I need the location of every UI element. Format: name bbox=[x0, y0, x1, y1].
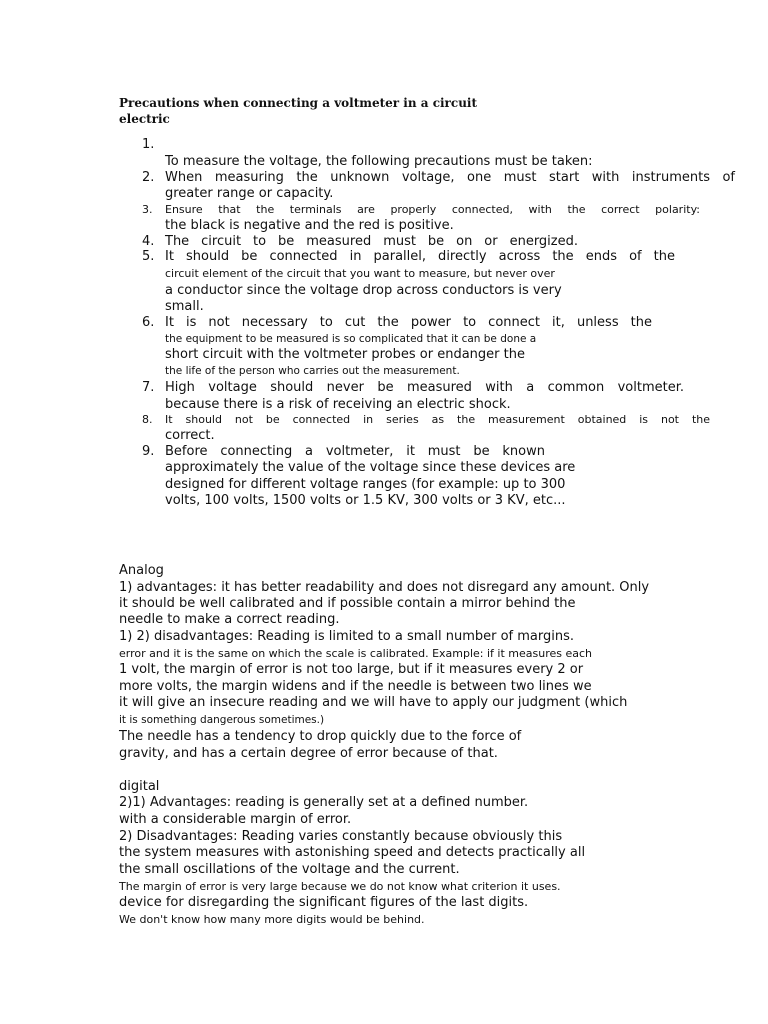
title-line-1: Precautions when connecting a voltmeter in a circuit bbox=[119, 96, 478, 110]
list-number: 7. bbox=[142, 380, 155, 395]
list-line: volts, 100 volts, 1500 volts or 1.5 KV, 300 volts or 3 KV, etc... bbox=[165, 493, 566, 508]
paragraph-line: needle to make a correct reading. bbox=[119, 612, 340, 627]
paragraph-line: 2)1) Advantages: reading is generally set at a defined number. bbox=[119, 795, 529, 810]
list-number: 1. bbox=[142, 137, 155, 152]
paragraph-line: 1) 2) disadvantages: Reading is limited to a small number of margins. bbox=[119, 629, 575, 644]
paragraph-line: it is something dangerous sometimes.) bbox=[119, 714, 325, 726]
paragraph-line: The needle has a tendency to drop quickly due to the force of bbox=[119, 729, 522, 744]
list-line: Before connecting a voltmeter, it must be known bbox=[165, 444, 545, 459]
list-line: greater range or capacity. bbox=[165, 186, 334, 201]
list-line: because there is a risk of receiving an electric shock. bbox=[165, 397, 511, 412]
section-heading-digital: digital bbox=[119, 779, 160, 794]
list-line: It is not necessary to cut the power to connect it, unless the bbox=[165, 315, 652, 330]
paragraph-line: 2) Disadvantages: Reading varies constantly because obviously this bbox=[119, 829, 563, 844]
list-line: small. bbox=[165, 299, 204, 314]
paragraph-line: the system measures with astonishing speed and detects practically all bbox=[119, 845, 586, 860]
paragraph-line: it should be well calibrated and if possible contain a mirror behind the bbox=[119, 596, 576, 611]
list-line: short circuit with the voltmeter probes or endanger the bbox=[165, 347, 525, 362]
list-line: When measuring the unknown voltage, one must start with instruments of bbox=[165, 170, 735, 185]
list-line: the black is negative and the red is positive. bbox=[165, 218, 454, 233]
paragraph-line: The margin of error is very large because we do not know what criterion it uses. bbox=[119, 880, 561, 893]
paragraph-line: the small oscillations of the voltage and the current. bbox=[119, 862, 460, 877]
paragraph-line: gravity, and has a certain degree of error because of that. bbox=[119, 746, 498, 761]
list-number: 5. bbox=[142, 249, 155, 264]
paragraph-line: 1) advantages: it has better readability and does not disregard any amount. Only bbox=[119, 580, 650, 595]
paragraph-line: more volts, the margin widens and if the needle is between two lines we bbox=[119, 679, 592, 694]
section-heading-analog: Analog bbox=[119, 563, 164, 578]
list-line: It should not be connected in series as the measurement obtained is not the bbox=[165, 413, 710, 426]
list-line: It should be connected in parallel, directly across the ends of the bbox=[165, 249, 675, 264]
list-line: The circuit to be measured must be on or energized. bbox=[165, 234, 578, 249]
list-line: To measure the voltage, the following precautions must be taken: bbox=[165, 154, 593, 169]
paragraph-line: with a considerable margin of error. bbox=[119, 812, 352, 827]
list-line: High voltage should never be measured with a common voltmeter. bbox=[165, 380, 684, 395]
list-line: the life of the person who carries out the measurement. bbox=[165, 365, 460, 377]
list-line: Ensure that the terminals are properly connected, with the correct polarity: bbox=[165, 203, 700, 216]
list-line: correct. bbox=[165, 428, 215, 443]
list-number: 8. bbox=[142, 413, 153, 426]
paragraph-line: it will give an insecure reading and we will have to apply our judgment (which bbox=[119, 695, 628, 710]
list-line: a conductor since the voltage drop across conductors is very bbox=[165, 283, 562, 298]
paragraph-line: device for disregarding the significant figures of the last digits. bbox=[119, 895, 529, 910]
paragraph-line: 1 volt, the margin of error is not too large, but if it measures every 2 or bbox=[119, 662, 584, 677]
list-number: 3. bbox=[142, 203, 153, 216]
list-number: 9. bbox=[142, 444, 155, 459]
document-title bbox=[119, 95, 477, 127]
list-number: 2. bbox=[142, 170, 155, 185]
list-number: 4. bbox=[142, 234, 155, 249]
list-number: 6. bbox=[142, 315, 155, 330]
list-line: the equipment to be measured is so complicated that it can be done a bbox=[165, 333, 537, 345]
paragraph-line: error and it is the same on which the scale is calibrated. Example: if it measures each bbox=[119, 647, 593, 660]
paragraph-line: We don't know how many more digits would be behind. bbox=[119, 913, 425, 926]
title-line-2: electric bbox=[119, 112, 170, 126]
list-line: approximately the value of the voltage since these devices are bbox=[165, 460, 576, 475]
list-line: circuit element of the circuit that you want to measure, but never over bbox=[165, 267, 555, 280]
list-line: designed for different voltage ranges (for example: up to 300 bbox=[165, 477, 566, 492]
